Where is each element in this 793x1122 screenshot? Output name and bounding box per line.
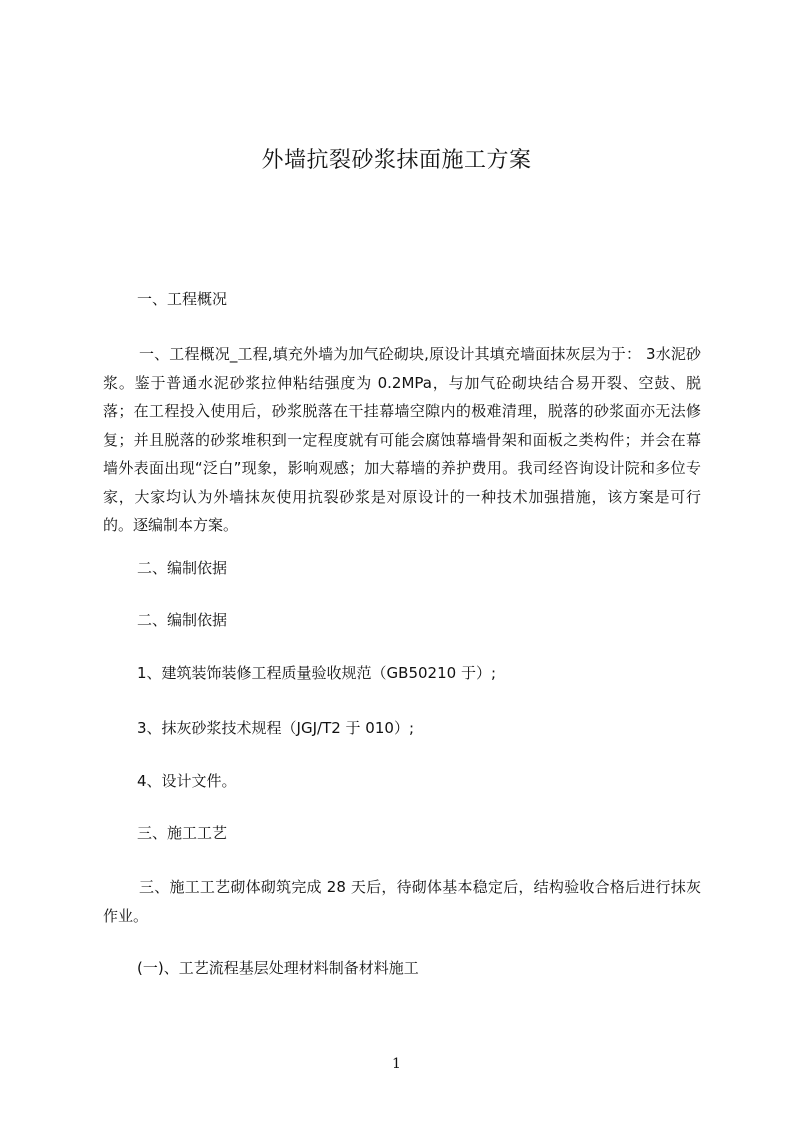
process-subheading-1: (一)、工艺流程基层处理材料制备材料施工 [137, 959, 419, 977]
section-heading-process: 三、施工工艺 [137, 824, 228, 842]
basis-item-4: 4、设计文件。 [137, 772, 237, 790]
section-heading-basis: 二、编制依据 [137, 559, 228, 577]
overview-paragraph: 一、工程概况_工程,填充外墙为加气砼砌块,原设计其填充墙面抹灰层为于： 3水泥砂浆。鉴于普通水泥砂浆拉伸粘结强度为 0.2MPa，与加气砼砌块结合易开裂、空鼓、脱落；在工程投入使用后，砂浆脱落在干挂幕墙空隙内的极难清理，脱落的砂浆面亦无法修复；并且脱落的砂浆堆积到一定程度就有可能会腐蚀幕墙骨架和面板之类构件；并会在幕墙外表面出现“泛白”现象，影响观感；加大幕墙的养护费用。我司经咨询设计院和多位专家，大家均认为外墙抹灰使用抗裂砂浆是对原设计的一种技术加强措施，该方案是可行的。逐编制本方案。 [103, 345, 701, 534]
process-paragraph: 三、施工工艺砌体砌筑完成 28 天后，待砌体基本稳定后，结构验收合格后进行抹灰作业。 [103, 878, 701, 925]
basis-item-3: 3、抹灰砂浆技术规程（JGJ/T2 于 010）; [137, 719, 414, 737]
page-number: 1 [392, 1056, 401, 1072]
section-heading-basis-repeat: 二、编制依据 [137, 611, 228, 629]
document-title: 外墙抗裂砂浆抹面施工方案 [261, 148, 532, 173]
section-heading-overview: 一、工程概况 [137, 290, 228, 308]
basis-item-1: 1、建筑装饰装修工程质量验收规范（GB50210 于）; [137, 664, 496, 682]
